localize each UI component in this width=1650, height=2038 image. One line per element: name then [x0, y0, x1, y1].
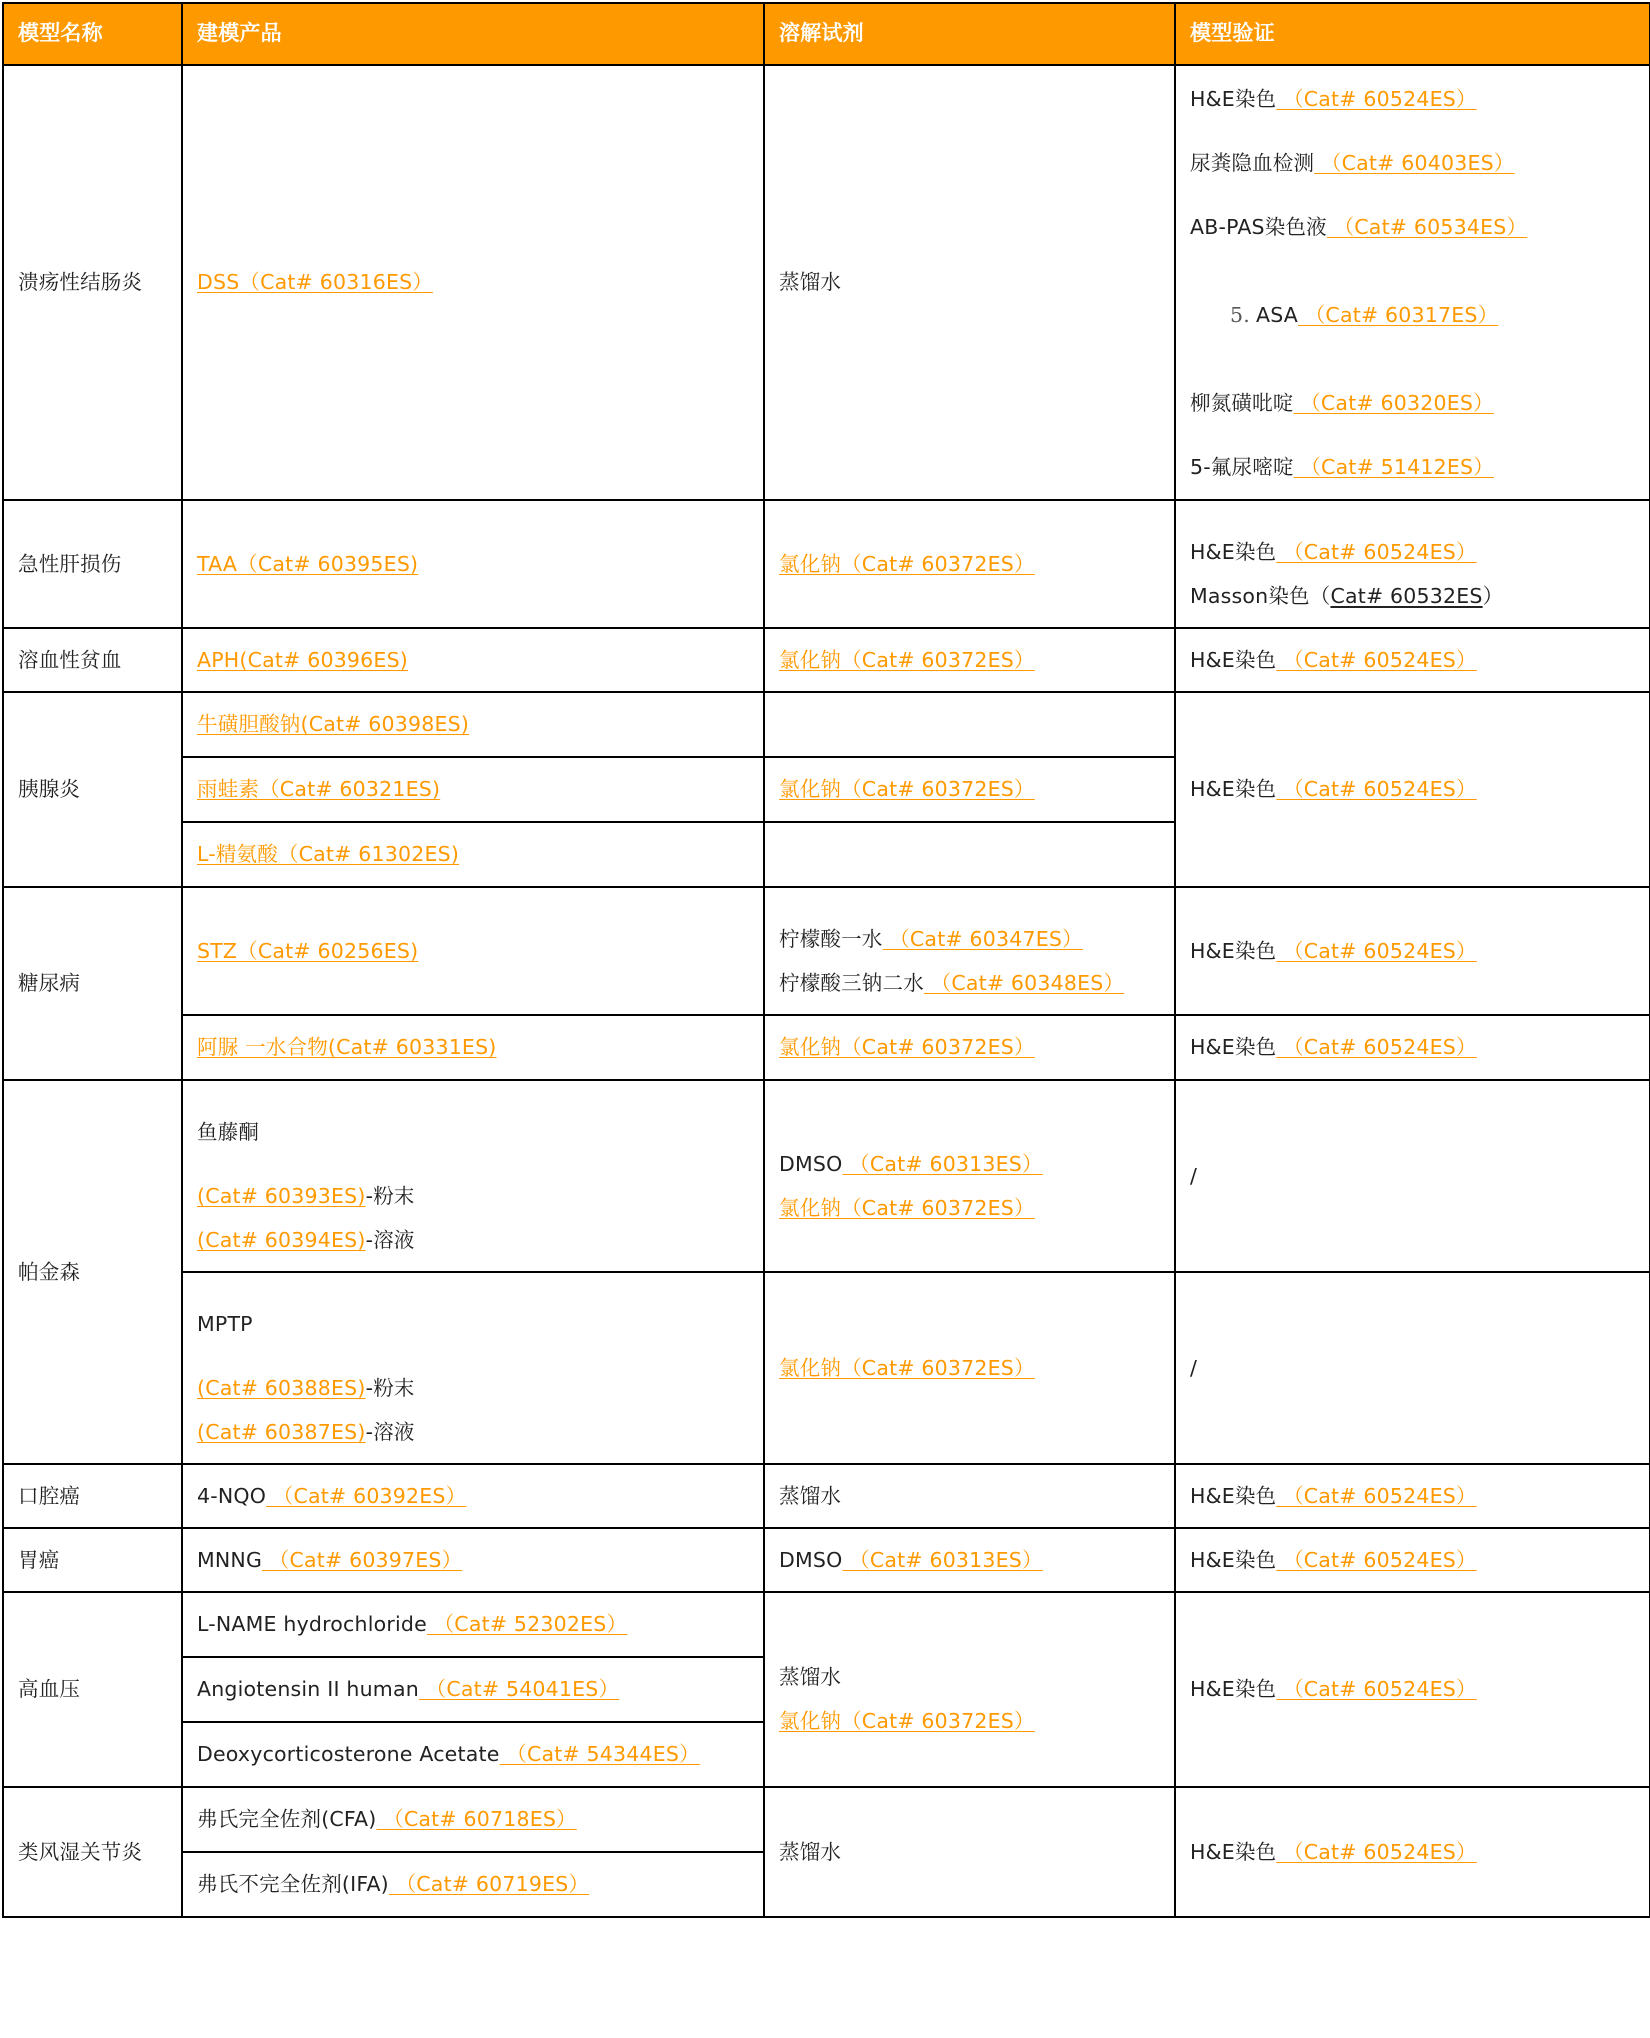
validation-line [1190, 67, 1635, 131]
validation-cell [1175, 1528, 1650, 1592]
validation-line [1190, 584, 1503, 608]
cat-link[interactable]: （Cat# 60534ES） [1326, 214, 1528, 239]
model-name-cell: 类风湿关节炎 [3, 1787, 182, 1917]
product-form: -粉末 [365, 1183, 415, 1208]
model-name-cell: 口腔癌 [3, 1464, 182, 1528]
product-text: Angiotensin II human [197, 1677, 419, 1702]
table-row [3, 1787, 1650, 1852]
product-cell [182, 1272, 764, 1464]
table-row [3, 692, 1650, 757]
cat-link[interactable]: （Cat# 60524ES） [1276, 1035, 1477, 1060]
validation-cell [1175, 887, 1650, 1015]
solvent-line [779, 971, 1124, 995]
cat-link[interactable]: （Cat# 60313ES） [842, 1151, 1043, 1176]
cat-link[interactable]: （Cat# 60524ES） [1276, 86, 1477, 111]
product-text: 4-NQO [197, 1483, 267, 1508]
product-line [197, 1228, 415, 1252]
table-row [3, 1015, 1650, 1080]
header-model-name: 模型名称 [3, 3, 182, 65]
product-link[interactable]: DSS [197, 270, 240, 295]
product-link[interactable]: TAA（Cat# 60395ES) [197, 551, 419, 576]
header-model-product: 建模产品 [182, 3, 764, 65]
product-form: -溶液 [365, 1419, 415, 1444]
table-row [3, 1528, 1650, 1592]
validation-text: H&E染色 [1190, 539, 1277, 564]
model-name-cell: 溃疡性结肠炎 [3, 65, 182, 500]
validation-cell [1175, 1015, 1650, 1080]
solvent-link[interactable]: 氯化钠（Cat# 60372ES） [779, 1035, 1035, 1060]
cat-link[interactable]: (Cat# 60393ES) [197, 1183, 366, 1208]
cat-link[interactable]: （Cat# 60397ES） [262, 1547, 463, 1572]
solvent-cell: 蒸馏水 [764, 1464, 1175, 1528]
model-name-cell: 糖尿病 [3, 887, 182, 1080]
cat-link[interactable]: (Cat# 60387ES) [197, 1419, 366, 1444]
validation-text: Masson染色（ [1190, 583, 1331, 608]
model-table [2, 2, 1650, 1918]
cat-link[interactable]: （Cat# 60524ES） [1276, 647, 1477, 672]
solvent-line [779, 1709, 1035, 1733]
cat-link[interactable]: Cat# 60532ES [1330, 583, 1483, 608]
solvent-cell [764, 628, 1175, 692]
cat-link[interactable]: (Cat# 60394ES) [197, 1227, 366, 1252]
table-row [3, 1272, 1650, 1464]
product-cell [182, 1657, 764, 1722]
solvent-cell [764, 692, 1175, 757]
cat-link[interactable]: （Cat# 60718ES） [376, 1807, 577, 1832]
cat-link[interactable]: （Cat# 51412ES） [1293, 454, 1494, 479]
validation-text: AB-PAS染色液 [1190, 214, 1327, 239]
validation-text: 柳氮磺吡啶 [1190, 390, 1294, 415]
solvent-cell: 蒸馏水 [764, 1787, 1175, 1917]
list-number: 5. [1230, 302, 1250, 327]
cat-link[interactable]: （Cat# 60524ES） [1276, 1483, 1477, 1508]
solvent-link[interactable]: 氯化钠（Cat# 60372ES） [779, 1709, 1035, 1734]
cat-link[interactable]: （Cat# 52302ES） [426, 1612, 628, 1637]
validation-text: H&E染色 [1190, 1547, 1277, 1572]
validation-cell [1175, 1464, 1650, 1528]
cat-link[interactable]: （Cat# 60392ES） [266, 1483, 467, 1508]
product-text: Deoxycorticosterone Acetate [197, 1742, 500, 1767]
cat-link[interactable]: （Cat# 60403ES） [1314, 150, 1515, 175]
solvent-cell [764, 822, 1175, 887]
header-solvent: 溶解试剂 [764, 3, 1175, 65]
solvent-cell [764, 1592, 1175, 1787]
model-name-cell: 急性肝损伤 [3, 500, 182, 628]
model-name-cell: 胃癌 [3, 1528, 182, 1592]
model-name-cell: 高血压 [3, 1592, 182, 1787]
product-text: L-NAME hydrochloride [197, 1612, 427, 1637]
validation-text: H&E染色 [1190, 86, 1277, 111]
table-row [3, 1592, 1650, 1657]
validation-text: 尿粪隐血检测 [1190, 150, 1315, 175]
solvent-text: 蒸馏水 [779, 1665, 842, 1690]
product-text: 弗氏完全佐剂(CFA) [197, 1807, 377, 1832]
solvent-text: 柠檬酸一水 [779, 926, 883, 951]
validation-text: 5-氟尿嘧啶 [1190, 454, 1294, 479]
solvent-line [779, 1132, 1160, 1196]
product-cell [182, 1528, 764, 1592]
table-header-row [3, 3, 1650, 65]
product-form: -粉末 [365, 1375, 415, 1400]
cat-link[interactable]: （Cat# 60348ES） [923, 970, 1125, 995]
validation-text: H&E染色 [1190, 1483, 1277, 1508]
product-link[interactable]: 阿脲 一水合物(Cat# 60331ES) [197, 1035, 497, 1060]
validation-cell: / [1175, 1272, 1650, 1464]
solvent-cell [764, 1080, 1175, 1272]
solvent-link[interactable]: 氯化钠（Cat# 60372ES） [779, 1195, 1035, 1220]
solvent-link[interactable]: 氯化钠（Cat# 60372ES） [779, 551, 1035, 576]
validation-line [1190, 371, 1635, 435]
solvent-text: 柠檬酸三钠二水 [779, 970, 924, 995]
product-form: -溶液 [365, 1227, 415, 1252]
validation-line [1190, 131, 1635, 195]
validation-text: ASA [1255, 302, 1299, 327]
product-cell [182, 1080, 764, 1272]
product-line [197, 1356, 749, 1420]
product-cell [182, 1015, 764, 1080]
cat-link[interactable]: （Cat# 60524ES） [1276, 1677, 1477, 1702]
validation-text: H&E染色 [1190, 938, 1277, 963]
product-cell [182, 1592, 764, 1657]
validation-cell [1175, 65, 1650, 500]
model-name-cell: 帕金森 [3, 1080, 182, 1464]
solvent-line [779, 907, 1160, 971]
validation-text: ） [1482, 583, 1504, 608]
table-row [3, 628, 1650, 692]
solvent-cell [764, 500, 1175, 628]
cat-link[interactable]: （Cat# 60524ES） [1276, 777, 1477, 802]
validation-cell: / [1175, 1080, 1650, 1272]
cat-link[interactable]: （Cat# 60719ES） [388, 1872, 590, 1897]
solvent-cell [764, 887, 1175, 1015]
solvent-cell [764, 1015, 1175, 1080]
product-cell [182, 1722, 764, 1787]
solvent-text: DMSO [779, 1547, 843, 1572]
cat-link[interactable]: （Cat# 60316ES） [239, 270, 434, 295]
validation-cell [1175, 628, 1650, 692]
product-link[interactable]: STZ（Cat# 60256ES) [197, 938, 419, 963]
header-validation: 模型验证 [1175, 3, 1650, 65]
table-row [3, 1080, 1650, 1272]
validation-cell [1175, 1787, 1650, 1917]
validation-cell [1175, 500, 1650, 628]
cat-link[interactable]: （Cat# 60320ES） [1293, 390, 1494, 415]
validation-line [1190, 283, 1635, 347]
solvent-text: DMSO [779, 1151, 843, 1176]
solvent-link[interactable]: 氯化钠（Cat# 60372ES） [779, 647, 1035, 672]
solvent-cell [764, 757, 1175, 822]
cat-link[interactable]: （Cat# 54041ES） [418, 1677, 620, 1702]
solvent-link[interactable]: 氯化钠（Cat# 60372ES） [779, 777, 1035, 802]
product-text: 鱼藤酮 [197, 1119, 260, 1144]
cat-link[interactable]: （Cat# 60524ES） [1276, 1547, 1477, 1572]
product-cell [182, 757, 764, 822]
cat-link[interactable]: （Cat# 54344ES） [499, 1742, 700, 1767]
table-row [3, 1464, 1650, 1528]
solvent-cell [764, 1272, 1175, 1464]
validation-line [1190, 195, 1635, 259]
product-cell [182, 1464, 764, 1528]
solvent-line [779, 1196, 1035, 1220]
product-cell [182, 65, 764, 500]
validation-cell [1175, 1592, 1650, 1787]
table-row [3, 65, 1650, 500]
validation-line [1190, 520, 1635, 584]
cat-link[interactable]: （Cat# 60524ES） [1276, 938, 1477, 963]
cat-link[interactable]: （Cat# 60524ES） [1276, 539, 1477, 564]
product-cell [182, 628, 764, 692]
product-text: MNNG [197, 1547, 263, 1572]
solvent-link[interactable]: 氯化钠（Cat# 60372ES） [779, 1355, 1035, 1380]
cat-link[interactable]: （Cat# 60524ES） [1276, 1839, 1477, 1864]
cat-link[interactable]: （Cat# 60347ES） [882, 926, 1083, 951]
product-link[interactable]: L-精氨酸（Cat# 61302ES) [197, 842, 460, 867]
product-cell [182, 692, 764, 757]
product-cell [182, 887, 764, 1015]
solvent-cell [764, 1528, 1175, 1592]
product-cell [182, 500, 764, 628]
validation-text: H&E染色 [1190, 647, 1277, 672]
validation-cell [1175, 692, 1650, 887]
model-name-cell: 溶血性贫血 [3, 628, 182, 692]
cat-link[interactable]: （Cat# 60317ES） [1298, 302, 1499, 327]
table-row [3, 500, 1650, 628]
product-link[interactable]: APH(Cat# 60396ES) [197, 647, 408, 672]
product-cell [182, 822, 764, 887]
validation-line [1190, 435, 1635, 499]
product-line [197, 1164, 749, 1228]
product-cell [182, 1852, 764, 1917]
validation-text: H&E染色 [1190, 777, 1277, 802]
cat-link[interactable]: (Cat# 60388ES) [197, 1375, 366, 1400]
validation-text: H&E染色 [1190, 1677, 1277, 1702]
product-text: 弗氏不完全佐剂(IFA) [197, 1872, 389, 1897]
model-name-cell: 胰腺炎 [3, 692, 182, 887]
product-link[interactable]: 牛磺胆酸钠(Cat# 60398ES) [197, 712, 470, 737]
product-text: MPTP [197, 1311, 253, 1336]
solvent-cell: 蒸馏水 [764, 65, 1175, 500]
validation-text: H&E染色 [1190, 1035, 1277, 1060]
product-cell [182, 1787, 764, 1852]
product-line [197, 1420, 415, 1444]
cat-link[interactable]: （Cat# 60313ES） [842, 1547, 1043, 1572]
table-row [3, 887, 1650, 1015]
validation-text: H&E染色 [1190, 1839, 1277, 1864]
product-link[interactable]: 雨蛙素（Cat# 60321ES) [197, 777, 441, 802]
